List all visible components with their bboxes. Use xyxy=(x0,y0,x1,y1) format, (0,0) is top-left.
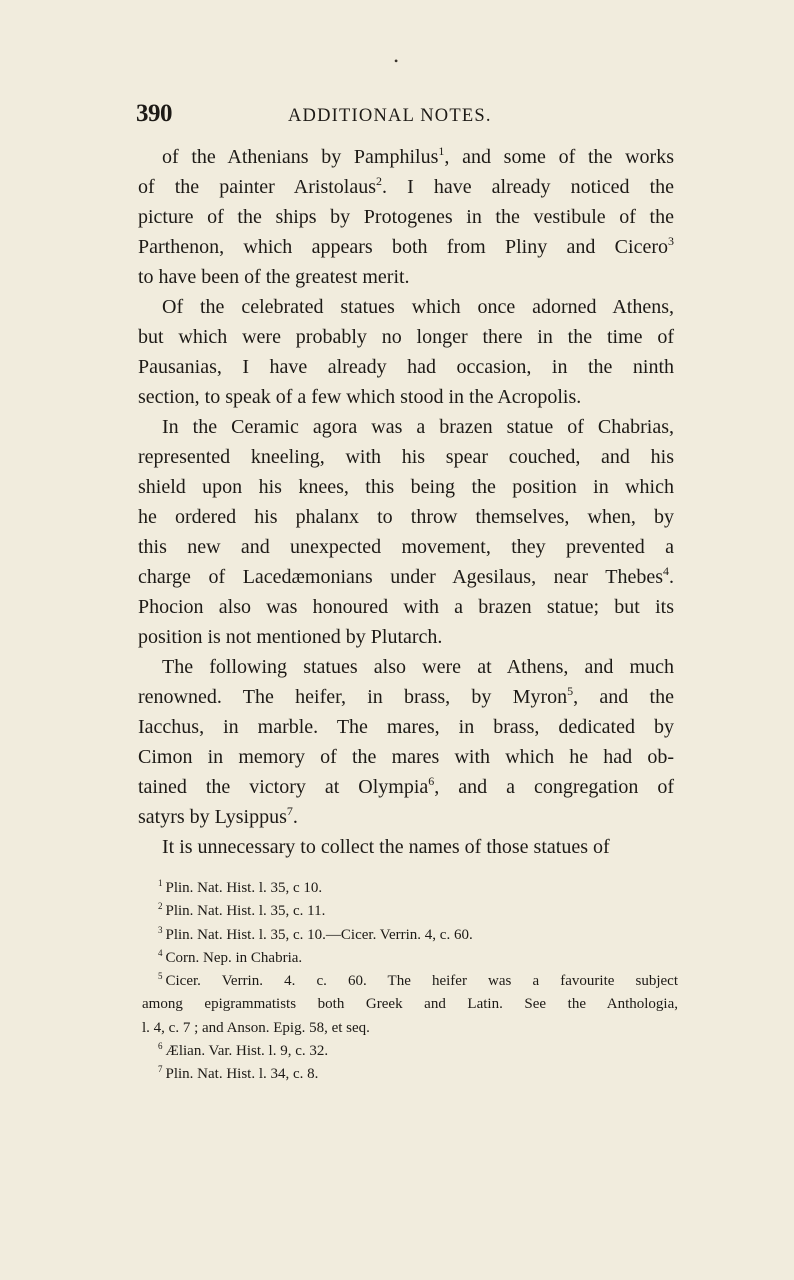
line-text: Pausanias, I have already had occasion, in the ninth xyxy=(138,356,674,378)
line-text: to have been of the greatest merit. xyxy=(138,266,410,288)
line-text-tail: , and a congregation of xyxy=(434,776,674,798)
footnote-text: among epigrammatists both Greek and Latin. See the Anthologia, xyxy=(142,996,678,1013)
line-text: but which were probably no longer there in the time of xyxy=(138,326,674,348)
footnote-ref: 4 xyxy=(663,564,669,578)
line-text: Cimon in memory of the mares with which he had ob- xyxy=(138,746,674,768)
line-text: represented kneeling, with his spear couched, and his xyxy=(138,446,674,468)
line-text-tail: , and the xyxy=(573,686,674,708)
footnote-number: 1 xyxy=(158,878,163,888)
paragraph xyxy=(138,142,674,292)
line-text: renowned. The heifer, in brass, by Myron xyxy=(138,686,568,708)
footnote-ref: 6 xyxy=(428,774,435,788)
text-line xyxy=(138,682,674,712)
text-line xyxy=(138,412,674,442)
line-text: In the Ceramic agora was a brazen statue of Chabrias, xyxy=(162,416,674,438)
text-line xyxy=(138,832,674,862)
text-line xyxy=(138,742,674,772)
line-text: picture of the ships by Protogenes in the vestibule of the xyxy=(138,206,674,228)
running-head: ADDITIONAL NOTES. xyxy=(288,106,492,126)
footnote-text: Plin. Nat. Hist. l. 35, c 10. xyxy=(165,880,323,896)
text-line xyxy=(138,562,674,592)
footnote xyxy=(142,1017,678,1040)
line-text: section, to speak of a few which stood in the Acropolis. xyxy=(138,386,582,408)
line-text: It is unnecessary to collect the names of those statues of xyxy=(162,836,610,858)
line-text: Parthenon, which appears both from Pliny and Cicero xyxy=(138,236,668,258)
text-line xyxy=(138,802,674,832)
text-line xyxy=(138,322,674,352)
footnote-ref: 2 xyxy=(376,174,382,188)
footnote-ref: 7 xyxy=(286,804,293,818)
paragraph xyxy=(138,652,674,832)
footnote xyxy=(142,993,678,1016)
footnote xyxy=(158,924,678,947)
text-line xyxy=(138,532,674,562)
line-text: satyrs by Lysippus xyxy=(138,806,287,828)
footnote-number: 3 xyxy=(158,924,163,935)
footnote xyxy=(158,1063,678,1086)
page-header xyxy=(136,100,676,130)
text-line xyxy=(138,502,674,532)
footnote-text: Plin. Nat. Hist. l. 35, c. 10.—Cicer. Verrin. 4, c. 60. xyxy=(165,926,473,943)
footnote-number: 2 xyxy=(158,901,163,912)
footnote xyxy=(158,877,678,900)
top-mark: • xyxy=(394,54,399,68)
line-text: Of the celebrated statues which once adorned Athens, xyxy=(162,296,674,318)
text-line xyxy=(138,382,674,412)
line-text: of the painter Aristolaus xyxy=(138,176,376,198)
line-text: position is not mentioned by Plutarch. xyxy=(138,626,443,648)
footnote-text: Plin. Nat. Hist. l. 34, c. 8. xyxy=(165,1066,319,1083)
footnote xyxy=(158,900,678,923)
text-line xyxy=(138,592,674,622)
footnote-ref: 3 xyxy=(668,234,674,248)
line-text: charge of Lacedæmonians under Agesilaus, near Thebes xyxy=(138,566,663,588)
line-text: The following statues also were at Athens, and much xyxy=(162,656,674,678)
text-line xyxy=(138,232,674,262)
line-text-tail: . xyxy=(292,806,298,828)
footnote-number: 7 xyxy=(158,1064,163,1075)
paragraph xyxy=(138,832,674,862)
text-line xyxy=(138,262,674,292)
line-text: Phocion also was honoured with a brazen statue; but its xyxy=(138,596,674,618)
text-line xyxy=(138,472,674,502)
text-line xyxy=(138,772,674,802)
footnote-ref: 1 xyxy=(438,144,445,158)
footnote-text: Cicer. Verrin. 4. c. 60. The heifer was a favourite subject xyxy=(165,973,678,990)
line-text: shield upon his knees, this being the position in which xyxy=(138,476,674,498)
main-text xyxy=(138,142,674,862)
text-line xyxy=(138,352,674,382)
footnote xyxy=(158,970,678,993)
footnote-text: Ælian. Var. Hist. l. 9, c. 32. xyxy=(165,1043,329,1060)
line-text-tail: . xyxy=(669,566,674,588)
paragraph xyxy=(138,412,674,652)
line-text: tained the victory at Olympia xyxy=(138,776,429,798)
footnotes xyxy=(142,877,678,1087)
text-line xyxy=(138,652,674,682)
footnote-text: Plin. Nat. Hist. l. 35, c. 11. xyxy=(165,903,326,920)
text-line xyxy=(138,142,674,172)
text-line xyxy=(138,202,674,232)
text-line xyxy=(138,172,674,202)
text-line xyxy=(138,622,674,652)
text-line xyxy=(138,442,674,472)
text-line xyxy=(138,292,674,322)
footnote-text: Corn. Nep. in Chabria. xyxy=(165,949,303,966)
line-text: of the Athenians by Pamphilus xyxy=(162,146,439,168)
line-text: this new and unexpected movement, they prevented a xyxy=(138,536,674,558)
line-text: Iacchus, in marble. The mares, in brass, dedicated by xyxy=(138,716,674,738)
footnote xyxy=(158,947,678,970)
paragraph xyxy=(138,292,674,412)
line-text-tail: . I have already noticed the xyxy=(382,176,675,198)
text-line xyxy=(138,712,674,742)
footnote xyxy=(158,1040,678,1063)
line-text: he ordered his phalanx to throw themselves, when, by xyxy=(138,506,674,528)
line-text-tail: , and some of the works xyxy=(444,146,674,168)
footnote-text: l. 4, c. 7 ; and Anson. Epig. 58, et seq. xyxy=(142,1019,370,1036)
footnote-number: 4 xyxy=(158,947,163,958)
footnote-number: 5 xyxy=(158,971,163,982)
page-number: 390 xyxy=(136,100,172,127)
footnote-ref: 5 xyxy=(567,684,574,698)
footnote-number: 6 xyxy=(158,1041,163,1052)
